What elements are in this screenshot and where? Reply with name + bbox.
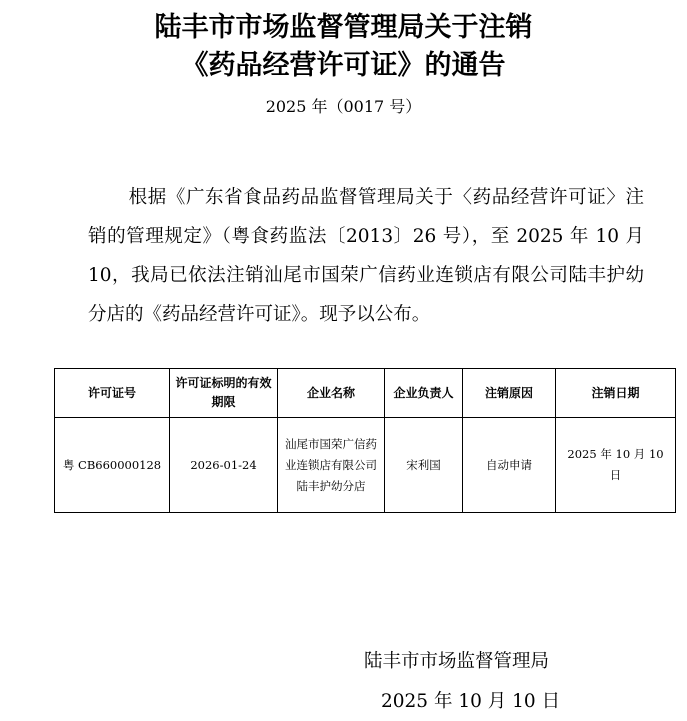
cell-person-in-charge: 宋利国	[385, 418, 463, 513]
cell-company-name: 汕尾市国荣广信药业连锁店有限公司陆丰护幼分店	[278, 418, 385, 513]
cell-cancel-date: 2025 年 10 月 10 日	[556, 418, 676, 513]
notice-title-line-1: 陆丰市市场监督管理局关于注销	[154, 12, 533, 43]
notice-body-text: 根据《广东省食品药品监督管理局关于〈药品经营许可证〉注销的管理规定》（粤食药监法〔2013〕26 号），至 2025 年 10 月 10，我局已依法注销汕尾市国荣广信药业连锁店有限公司陆丰护幼分店的《药品经营许可证》。现予以公布。	[88, 187, 644, 325]
header-cancel-date: 注销日期	[556, 369, 676, 418]
document-number: 2025 年（0017 号）	[265, 97, 422, 116]
cell-license-number: 粤 CB660000128	[55, 418, 170, 513]
header-cancel-reason: 注销原因	[463, 369, 556, 418]
table-header-row	[55, 369, 676, 418]
cell-validity-period: 2026-01-24	[170, 418, 278, 513]
cell-cancel-reason: 自动申请	[463, 418, 556, 513]
issue-date: 2025 年 10 月 10 日	[381, 691, 561, 712]
table-row	[55, 418, 676, 513]
notice-title-line-2: 《药品经营许可证》的通告	[181, 50, 506, 81]
header-license-number: 许可证号	[55, 369, 170, 418]
license-cancellation-table	[54, 368, 676, 513]
issuing-organization: 陆丰市市场监督管理局	[364, 651, 550, 672]
notice-body	[88, 178, 644, 334]
header-company-name: 企业名称	[278, 369, 385, 418]
header-person-in-charge: 企业负责人	[385, 369, 463, 418]
header-validity-period: 许可证标明的有效期限	[170, 369, 278, 418]
